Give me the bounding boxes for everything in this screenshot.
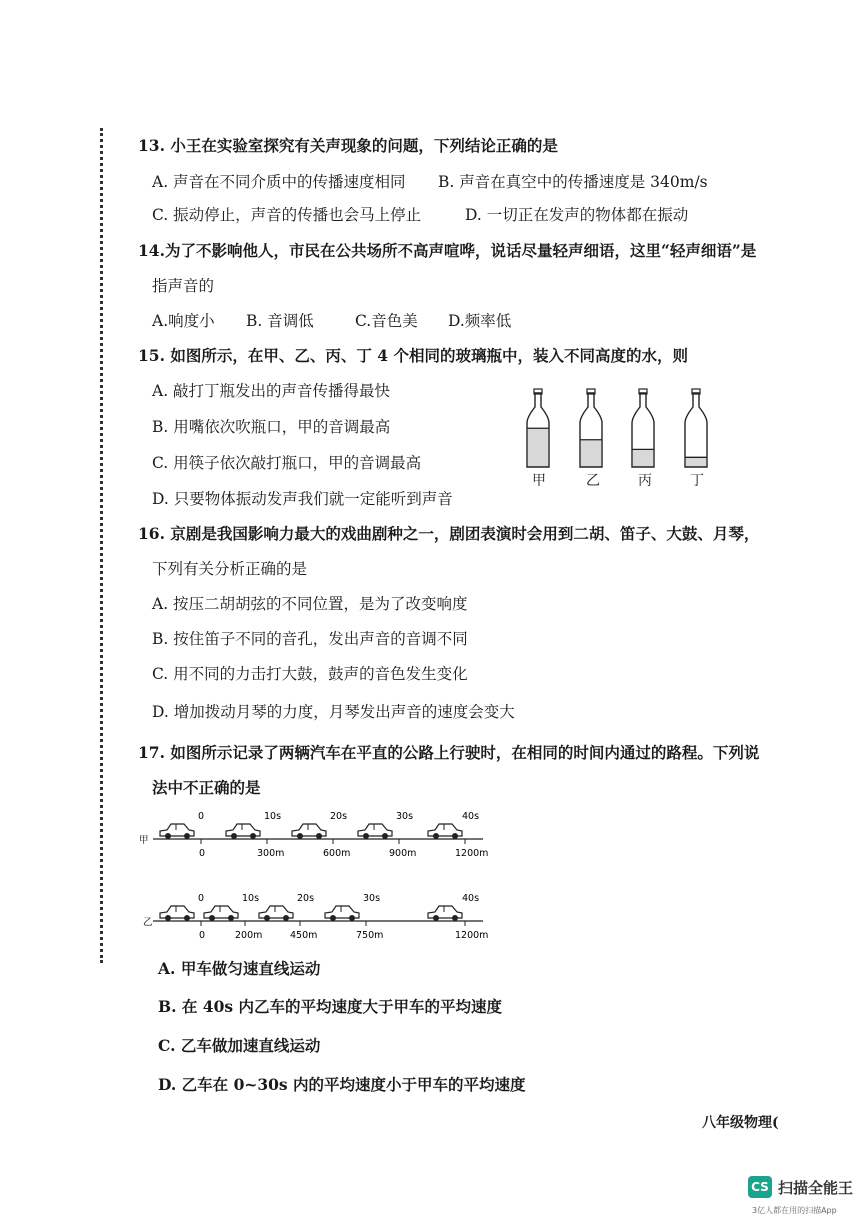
bottle-label-bing: 丙	[638, 473, 652, 489]
q14-option-c: C.音色美	[355, 312, 418, 330]
car-icon	[358, 824, 392, 839]
time-label: 0	[198, 811, 205, 822]
q13-option-d: D. 一切正在发声的物体都在振动	[465, 206, 689, 224]
distance-label: 900m	[389, 848, 417, 859]
q17-option-a: A. 甲车做匀速直线运动	[158, 959, 321, 978]
q17-option-d: D. 乙车在 0~30s 内的平均速度小于甲车的平均速度	[158, 1075, 526, 1094]
distance-label: 600m	[323, 848, 351, 859]
q14-option-b: B. 音调低	[246, 312, 314, 330]
q13-option-a: A. 声音在不同介质中的传播速度相同	[152, 173, 406, 191]
q15-option-d: D. 只要物体振动发声我们就一定能听到声音	[152, 490, 453, 508]
distance-label: 1200m	[455, 848, 489, 859]
q13-option-c: C. 振动停止，声音的传播也会马上停止	[152, 206, 422, 224]
q13-stem: 13. 小王在实验室探究有关声现象的问题，下列结论正确的是	[138, 136, 558, 155]
water-fill	[581, 440, 601, 467]
camscanner-app-sub: 3亿人都在用的扫描App	[752, 1206, 837, 1215]
q16-option-a: A. 按压二胡胡弦的不同位置，是为了改变响度	[152, 595, 468, 613]
bottle-label-ding: 丁	[690, 473, 704, 489]
time-label: 10s	[242, 893, 260, 904]
bottles-figure	[520, 385, 740, 495]
time-label: 40s	[462, 811, 480, 822]
q15-option-a: A. 敲打丁瓶发出的声音传播得最快	[152, 382, 391, 400]
water-fill	[686, 457, 706, 467]
car-icon	[160, 824, 194, 839]
q16-option-b: B. 按住笛子不同的音孔，发出声音的音调不同	[152, 630, 468, 648]
car-icon	[226, 824, 260, 839]
bottle-3	[685, 389, 707, 467]
q14-option-a: A.响度小	[152, 312, 215, 330]
q14-stem-line2: 指声音的	[152, 277, 215, 295]
distance-label: 200m	[235, 930, 263, 941]
q16-stem-line1: 16. 京剧是我国影响力最大的戏曲剧种之一，剧团表演时会用到二胡、笛子、大鼓、月琴，	[138, 524, 760, 543]
time-label: 30s	[396, 811, 414, 822]
car-icon	[259, 906, 293, 921]
car-icon	[325, 906, 359, 921]
car-icon	[292, 824, 326, 839]
q13-option-b: B. 声音在真空中的传播速度是 340m/s	[438, 173, 708, 191]
q17-option-c: C. 乙车做加速直线运动	[158, 1036, 321, 1055]
car-icon	[428, 906, 462, 921]
time-label: 30s	[363, 893, 381, 904]
car-icon	[428, 824, 462, 839]
cars-figure	[135, 805, 495, 955]
bottle-label-jia: 甲	[532, 473, 546, 489]
distance-label: 1200m	[455, 930, 489, 941]
distance-label: 450m	[290, 930, 318, 941]
bottle-outline	[685, 393, 707, 467]
q14-stem-line1: 14.为了不影响他人，市民在公共场所不高声喧哗，说话尽量轻声细语，这里“轻声细语”是	[138, 241, 757, 260]
car-icon	[204, 906, 238, 921]
bottles-svg	[520, 385, 740, 470]
car-row-1	[143, 893, 488, 941]
q15-stem: 15. 如图所示，在甲、乙、丙、丁 4 个相同的玻璃瓶中，装入不同高度的水，则	[138, 346, 688, 365]
camscanner-app-name: 扫描全能王	[778, 1179, 854, 1197]
q16-option-c: C. 用不同的力击打大鼓，鼓声的音色发生变化	[152, 665, 468, 683]
time-label: 40s	[462, 893, 480, 904]
q15-option-b: B. 用嘴依次吹瓶口，甲的音调最高	[152, 418, 391, 436]
q17-stem-line1: 17. 如图所示记录了两辆汽车在平直的公路上行驶时，在相同的时间内通过的路程。下列说	[138, 743, 760, 762]
bottle-0	[527, 389, 549, 467]
row-label: 乙	[143, 917, 153, 928]
distance-label: 750m	[356, 930, 384, 941]
time-label: 10s	[264, 811, 282, 822]
water-fill	[528, 428, 548, 467]
q14-option-d: D.频率低	[448, 312, 512, 330]
q16-option-d: D. 增加拨动月琴的力度，月琴发出声音的速度会变大	[152, 703, 515, 721]
distance-label: 300m	[257, 848, 285, 859]
bottle-label-yi: 乙	[586, 473, 600, 489]
q17-option-b: B. 在 40s 内乙车的平均速度大于甲车的平均速度	[158, 997, 502, 1016]
time-label: 20s	[297, 893, 315, 904]
bottle-2	[632, 389, 654, 467]
q17-stem-line2: 法中不正确的是	[152, 778, 261, 797]
binding-dotted-line	[100, 128, 107, 963]
q15-option-c: C. 用筷子依次敲打瓶口，甲的音调最高	[152, 454, 422, 472]
camscanner-logo-icon: CS	[748, 1176, 772, 1198]
distance-label: 0	[199, 848, 206, 859]
time-label: 0	[198, 893, 205, 904]
car-row-0	[139, 811, 488, 859]
row-label: 甲	[139, 835, 149, 846]
footer-subject: 八年级物理(	[702, 1115, 779, 1131]
car-icon	[160, 906, 194, 921]
time-label: 20s	[330, 811, 348, 822]
distance-label: 0	[199, 930, 206, 941]
bottle-1	[580, 389, 602, 467]
q16-stem-line2: 下列有关分析正确的是	[152, 560, 308, 578]
water-fill	[633, 449, 653, 467]
